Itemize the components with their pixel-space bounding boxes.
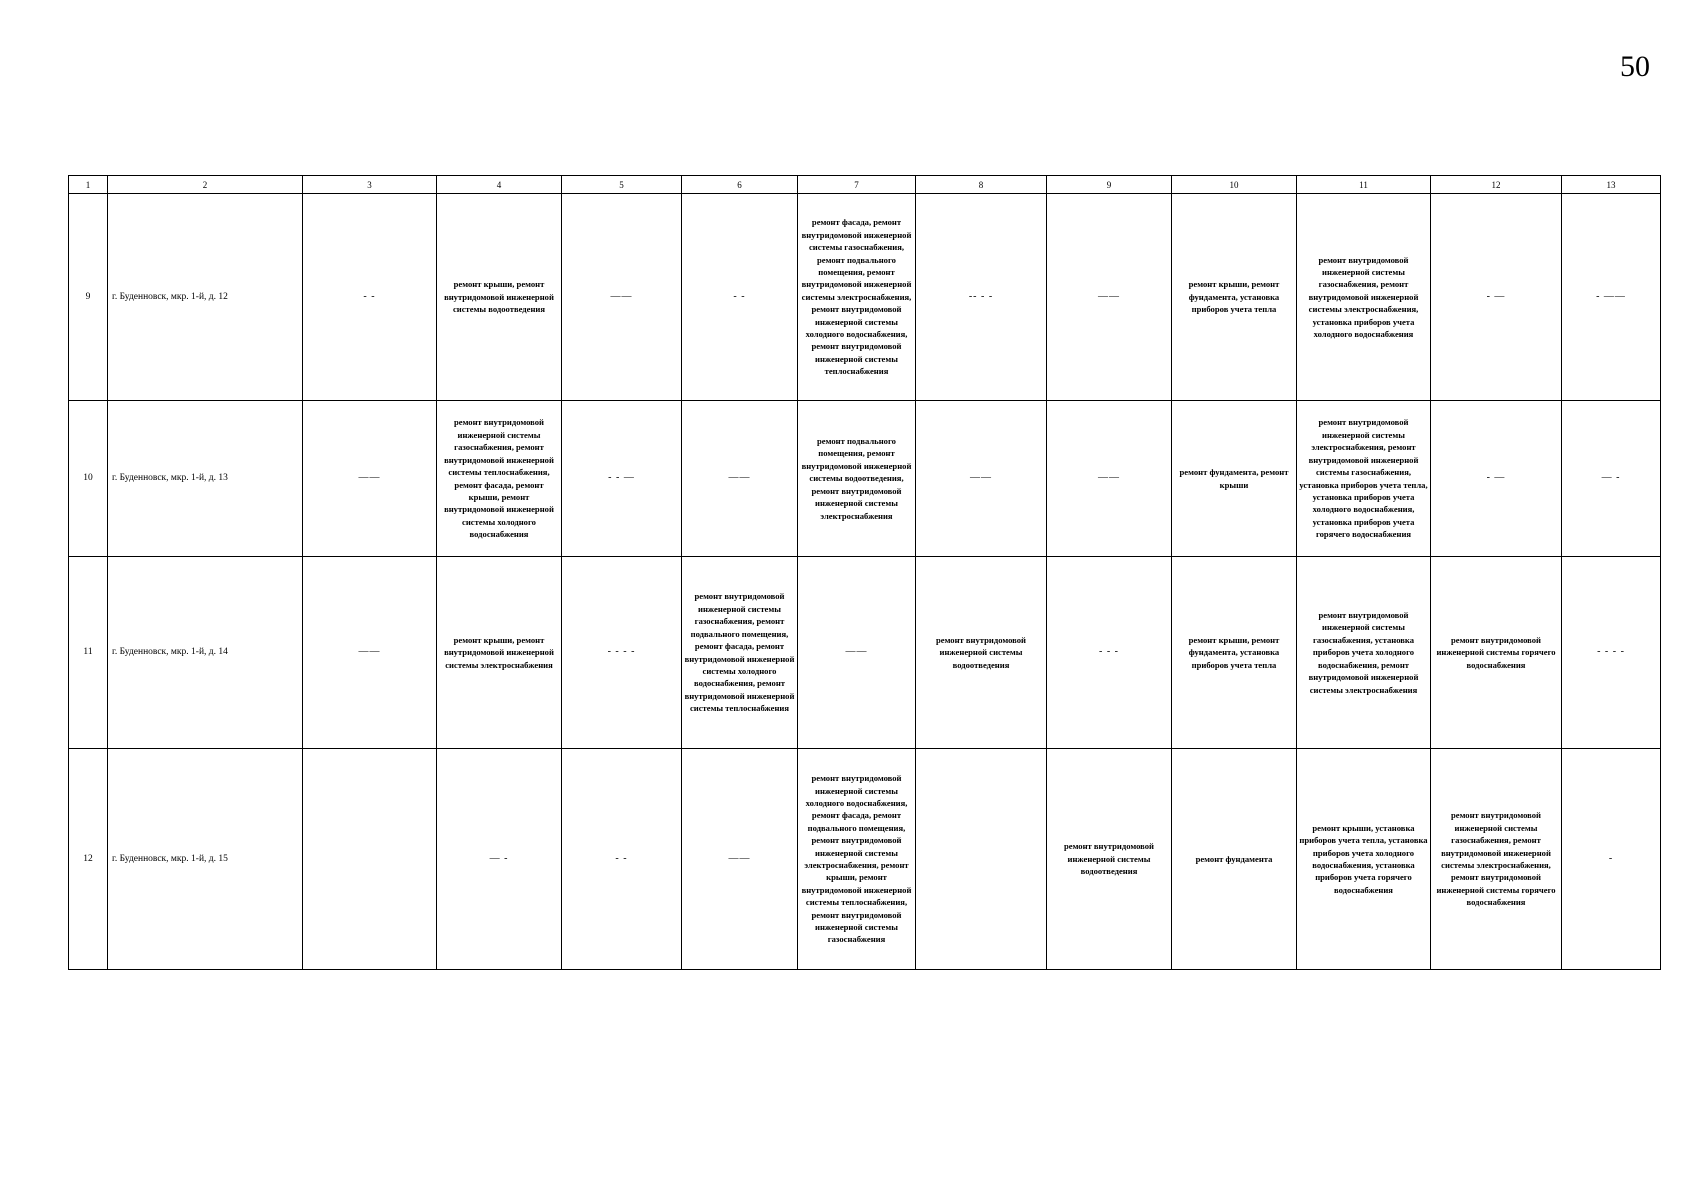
cell-col9: ——	[1047, 401, 1172, 557]
cell-col3: - -	[303, 194, 437, 401]
cell-col7: ремонт внутридомовой инженерной системы холодного водоснабжения, ремонт фасада, ремонт подвального помещения, ремонт внутридомовой инженерной системы электроснабжения, ремонт крыши, ремонт внутридомовой инженерной системы теплоснабжения, ремонт внутридомовой инженерной системы газоснабжения	[798, 749, 916, 970]
table-row	[69, 557, 1661, 749]
cell-col8: ремонт внутридомовой инженерной системы водоотведения	[916, 557, 1047, 749]
column-number-2: 2	[108, 176, 303, 194]
cell-col8	[916, 749, 1047, 970]
cell-col5: - -	[562, 749, 682, 970]
cell-col5: - - —	[562, 401, 682, 557]
column-number-5: 5	[562, 176, 682, 194]
table-row	[69, 194, 1661, 401]
table-row	[69, 401, 1661, 557]
cell-col7: ——	[798, 557, 916, 749]
cell-col13: — -	[1562, 401, 1661, 557]
table-header-row	[69, 176, 1661, 194]
cell-col4: ремонт крыши, ремонт внутридомовой инженерной системы водоотведения	[437, 194, 562, 401]
cell-col3	[303, 749, 437, 970]
column-number-13: 13	[1562, 176, 1661, 194]
cell-col10: ремонт крыши, ремонт фундамента, установка приборов учета тепла	[1172, 557, 1297, 749]
column-number-10: 10	[1172, 176, 1297, 194]
column-number-7: 7	[798, 176, 916, 194]
cell-col9: ремонт внутридомовой инженерной системы водоотведения	[1047, 749, 1172, 970]
cell-col6: ремонт внутридомовой инженерной системы газоснабжения, ремонт подвального помещения, ремонт фасада, ремонт внутридомовой инженерной системы холодного водоснабжения, ремонт внутридомовой инженерной системы теплоснабжения	[682, 557, 798, 749]
cell-col3: ——	[303, 401, 437, 557]
column-number-1: 1	[69, 176, 108, 194]
column-number-11: 11	[1297, 176, 1431, 194]
cell-col12: ремонт внутридомовой инженерной системы газоснабжения, ремонт внутридомовой инженерной системы электроснабжения, ремонт внутридомовой инженерной системы горячего водоснабжения	[1431, 749, 1562, 970]
cell-col11: ремонт внутридомовой инженерной системы газоснабжения, установка приборов учета холодного водоснабжения, ремонт внутридомовой инженерной системы электроснабжения	[1297, 557, 1431, 749]
column-number-6: 6	[682, 176, 798, 194]
cell-col7: ремонт фасада, ремонт внутридомовой инженерной системы газоснабжения, ремонт подвального помещения, ремонт внутридомовой инженерной системы электроснабжения, ремонт внутридомовой инженерной системы холодного водоснабжения, ремонт внутридомовой инженерной системы теплоснабжения	[798, 194, 916, 401]
cell-col5: - - - -	[562, 557, 682, 749]
cell-col13: - ——	[1562, 194, 1661, 401]
column-number-4: 4	[437, 176, 562, 194]
cell-col7: ремонт подвального помещения, ремонт внутридомовой инженерной системы водоотведения, ремонт внутридомовой инженерной системы электроснабжения	[798, 401, 916, 557]
cell-col13: -	[1562, 749, 1661, 970]
cell-col13: - - - -	[1562, 557, 1661, 749]
cell-col5: ——	[562, 194, 682, 401]
cell-col6: ——	[682, 749, 798, 970]
cell-col8: -- - -	[916, 194, 1047, 401]
column-number-8: 8	[916, 176, 1047, 194]
cell-col11: ремонт внутридомовой инженерной системы газоснабжения, ремонт внутридомовой инженерной системы электроснабжения, установка приборов учета холодного водоснабжения	[1297, 194, 1431, 401]
table-row	[69, 749, 1661, 970]
page-number: 50	[1620, 50, 1650, 83]
row-number: 12	[69, 749, 108, 970]
cell-col8: ——	[916, 401, 1047, 557]
cell-col4: ремонт крыши, ремонт внутридомовой инженерной системы электроснабжения	[437, 557, 562, 749]
column-number-3: 3	[303, 176, 437, 194]
cell-col3: ——	[303, 557, 437, 749]
cell-col4: ремонт внутридомовой инженерной системы газоснабжения, ремонт внутридомовой инженерной системы теплоснабжения, ремонт фасада, ремонт крыши, ремонт внутридомовой инженерной системы холодного водоснабжения	[437, 401, 562, 557]
cell-col4: — -	[437, 749, 562, 970]
column-number-12: 12	[1431, 176, 1562, 194]
address-cell: г. Буденновск, мкр. 1-й, д. 14	[108, 557, 303, 749]
cell-col11: ремонт внутридомовой инженерной системы электроснабжения, ремонт внутридомовой инженерной системы газоснабжения, установка приборов учета тепла, установка приборов учета холодного водоснабжения, установка приборов учета горячего водоснабжения	[1297, 401, 1431, 557]
cell-col12: - —	[1431, 194, 1562, 401]
cell-col12: ремонт внутридомовой инженерной системы горячего водоснабжения	[1431, 557, 1562, 749]
row-number: 9	[69, 194, 108, 401]
cell-col10: ремонт фундамента, ремонт крыши	[1172, 401, 1297, 557]
cell-col12: - —	[1431, 401, 1562, 557]
cell-col11: ремонт крыши, установка приборов учета тепла, установка приборов учета холодного водоснабжения, установка приборов учета горячего водоснабжения	[1297, 749, 1431, 970]
cell-col6: ——	[682, 401, 798, 557]
cell-col10: ремонт фундамента	[1172, 749, 1297, 970]
cell-col6: - -	[682, 194, 798, 401]
row-number: 10	[69, 401, 108, 557]
cell-col9: ——	[1047, 194, 1172, 401]
cell-col10: ремонт крыши, ремонт фундамента, установка приборов учета тепла	[1172, 194, 1297, 401]
repair-schedule-table	[68, 175, 1661, 970]
cell-col9: - - -	[1047, 557, 1172, 749]
address-cell: г. Буденновск, мкр. 1-й, д. 13	[108, 401, 303, 557]
address-cell: г. Буденновск, мкр. 1-й, д. 15	[108, 749, 303, 970]
address-cell: г. Буденновск, мкр. 1-й, д. 12	[108, 194, 303, 401]
column-number-9: 9	[1047, 176, 1172, 194]
row-number: 11	[69, 557, 108, 749]
